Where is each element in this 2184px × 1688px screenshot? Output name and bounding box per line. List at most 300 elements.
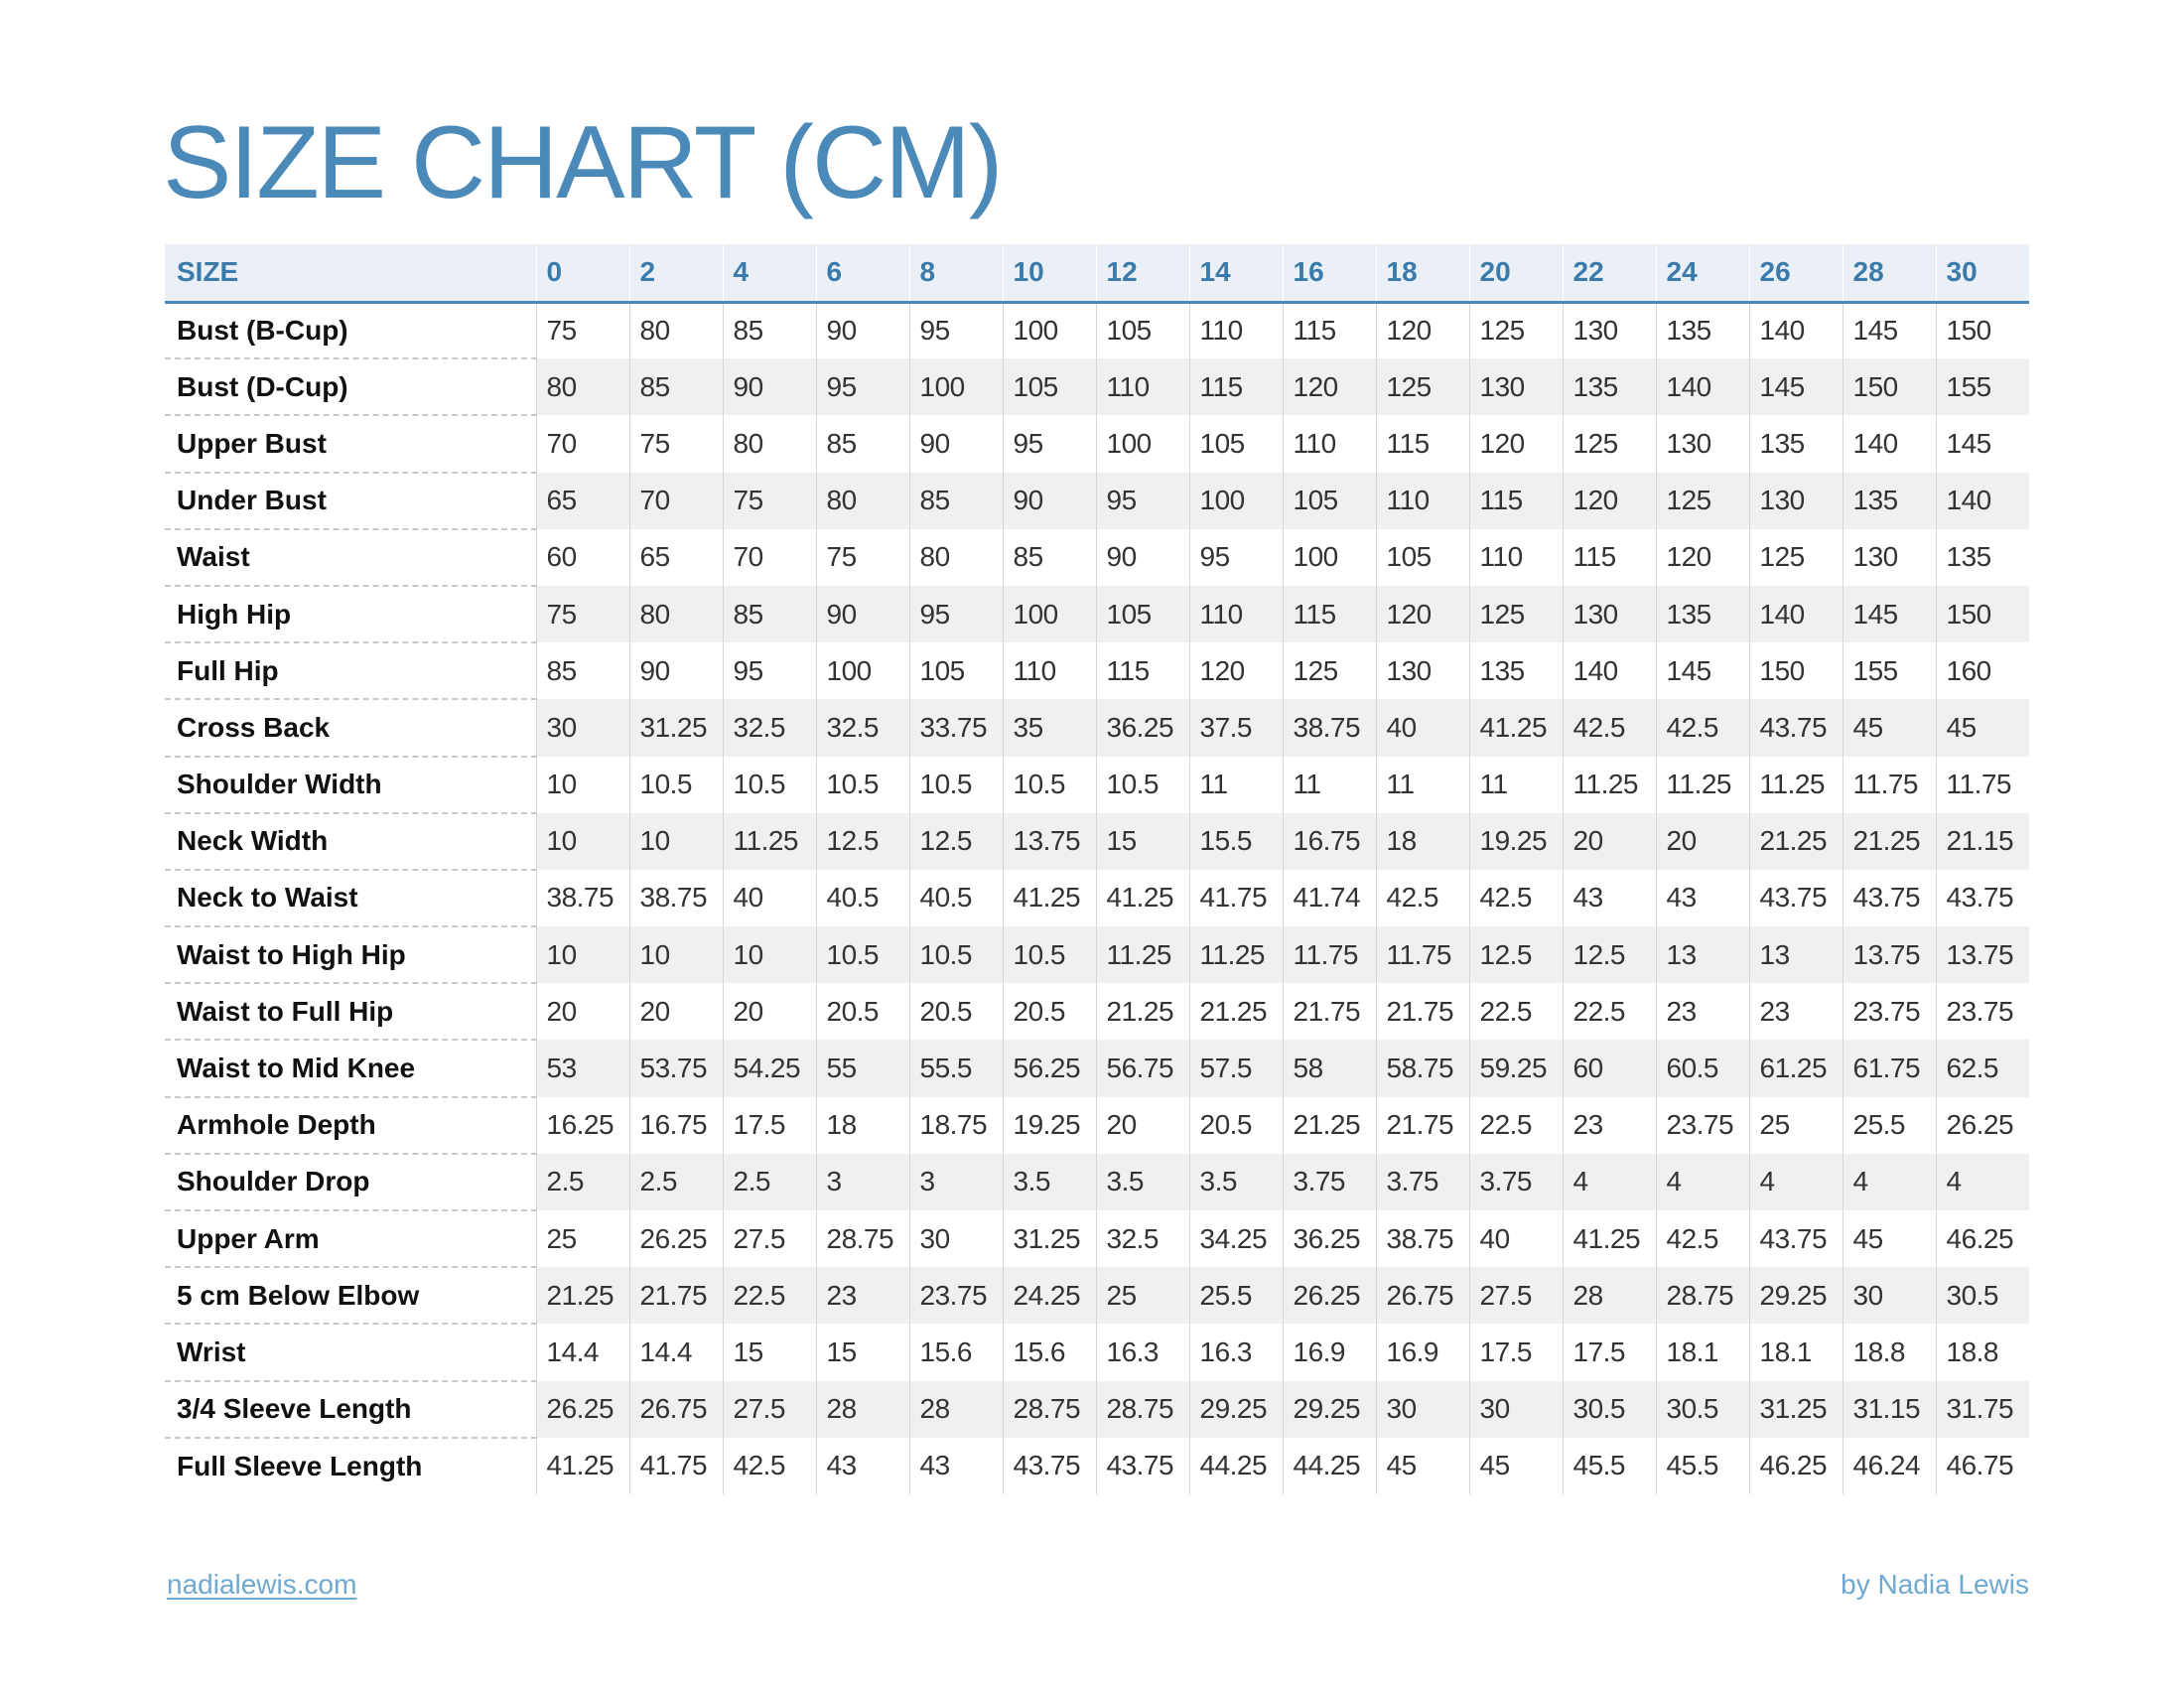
measurement-value: 110 <box>1189 586 1283 642</box>
measurement-value: 18 <box>816 1097 909 1154</box>
measurement-value: 11.25 <box>1749 757 1843 813</box>
measurement-value: 115 <box>1189 358 1283 415</box>
measurement-value: 155 <box>1843 642 1936 699</box>
header-row <box>165 244 2029 302</box>
measurement-value: 18.1 <box>1656 1324 1749 1380</box>
measurement-value: 56.75 <box>1096 1040 1189 1096</box>
measurement-value: 10.5 <box>629 757 723 813</box>
measurement-value: 95 <box>1003 415 1096 472</box>
measurement-value: 26.75 <box>629 1381 723 1438</box>
measurement-value: 11 <box>1376 757 1469 813</box>
measurement-value: 110 <box>1469 529 1563 586</box>
measurement-value: 30 <box>536 699 629 756</box>
measurement-value: 130 <box>1563 586 1656 642</box>
measurement-value: 120 <box>1283 358 1376 415</box>
measurement-value: 10 <box>536 757 629 813</box>
table-row <box>165 1097 2029 1154</box>
measurement-value: 20.5 <box>1003 983 1096 1040</box>
measurement-value: 32.5 <box>723 699 816 756</box>
measurement-value: 18.75 <box>909 1097 1003 1154</box>
measurement-value: 145 <box>1936 415 2029 472</box>
measurement-value: 125 <box>1563 415 1656 472</box>
measurement-value: 10.5 <box>1096 757 1189 813</box>
measurement-label: High Hip <box>165 586 536 642</box>
table-row <box>165 1267 2029 1324</box>
measurement-value: 11.75 <box>1283 926 1376 983</box>
measurement-value: 42.5 <box>1469 870 1563 926</box>
measurement-label: Shoulder Drop <box>165 1154 536 1210</box>
measurement-value: 56.25 <box>1003 1040 1096 1096</box>
measurement-value: 90 <box>723 358 816 415</box>
measurement-value: 80 <box>629 302 723 358</box>
measurement-label: Full Sleeve Length <box>177 1450 423 1481</box>
measurement-label: Bust (D-Cup) <box>165 358 536 415</box>
measurement-value: 105 <box>1096 586 1189 642</box>
measurement-label: Under Bust <box>165 473 536 529</box>
header-size-cell: 28 <box>1843 244 1936 302</box>
header-size-cell: 4 <box>723 244 816 302</box>
measurement-label: Full Hip <box>165 642 536 699</box>
measurement-value: 115 <box>1469 473 1563 529</box>
measurement-value: 120 <box>1563 473 1656 529</box>
measurement-value: 27.5 <box>1469 1267 1563 1324</box>
measurement-value: 115 <box>1283 302 1376 358</box>
measurement-value: 41.75 <box>629 1438 723 1494</box>
page-title: SIZE CHART (CM) <box>163 105 1002 220</box>
measurement-value: 13 <box>1749 926 1843 983</box>
measurement-value: 17.5 <box>1563 1324 1656 1380</box>
measurement-value: 43 <box>816 1438 909 1494</box>
measurement-value: 11 <box>1189 757 1283 813</box>
table-row <box>165 1210 2029 1267</box>
measurement-value: 90 <box>1096 529 1189 586</box>
measurement-value: 3 <box>909 1154 1003 1210</box>
measurement-value: 135 <box>1749 415 1843 472</box>
header-size-cell: 0 <box>536 244 629 302</box>
measurement-value: 20.5 <box>816 983 909 1040</box>
size-chart-table <box>165 244 2029 1494</box>
measurement-value: 45 <box>1469 1438 1563 1494</box>
measurement-value: 125 <box>1376 358 1469 415</box>
measurement-value: 90 <box>816 586 909 642</box>
measurement-value: 85 <box>816 415 909 472</box>
measurement-value: 150 <box>1749 642 1843 699</box>
measurement-value: 20 <box>1563 813 1656 870</box>
measurement-value: 21.25 <box>1283 1097 1376 1154</box>
footer-credit: by Nadia Lewis <box>1841 1569 2029 1600</box>
measurement-value: 24.25 <box>1003 1267 1096 1324</box>
measurement-value: 95 <box>1189 529 1283 586</box>
measurement-value: 125 <box>1469 302 1563 358</box>
measurement-value: 135 <box>1469 642 1563 699</box>
measurement-value: 150 <box>1936 586 2029 642</box>
table-row <box>165 813 2029 870</box>
table-row <box>165 586 2029 642</box>
measurement-value: 85 <box>629 358 723 415</box>
measurement-value: 38.75 <box>629 870 723 926</box>
measurement-value: 12.5 <box>1469 926 1563 983</box>
measurement-value: 40.5 <box>816 870 909 926</box>
measurement-value: 95 <box>816 358 909 415</box>
measurement-value: 110 <box>1189 302 1283 358</box>
measurement-value: 27.5 <box>723 1210 816 1267</box>
measurement-value: 4 <box>1936 1154 2029 1210</box>
measurement-label: 5 cm Below Elbow <box>165 1267 536 1324</box>
measurement-value: 54.25 <box>723 1040 816 1096</box>
measurement-value: 28.75 <box>816 1210 909 1267</box>
measurement-value: 70 <box>629 473 723 529</box>
measurement-value: 18.8 <box>1843 1324 1936 1380</box>
measurement-value: 3.5 <box>1189 1154 1283 1210</box>
measurement-value: 16.3 <box>1189 1324 1283 1380</box>
measurement-label: Upper Bust <box>165 415 536 472</box>
header-size-cell: 10 <box>1003 244 1096 302</box>
measurement-value: 140 <box>1656 358 1749 415</box>
measurement-value: 60.5 <box>1656 1040 1749 1096</box>
measurement-value: 130 <box>1749 473 1843 529</box>
measurement-value: 80 <box>816 473 909 529</box>
measurement-value: 10 <box>536 813 629 870</box>
measurement-value: 10 <box>723 926 816 983</box>
measurement-value: 140 <box>1843 415 1936 472</box>
measurement-value: 15 <box>816 1324 909 1380</box>
measurement-value: 75 <box>536 586 629 642</box>
measurement-value: 11.25 <box>1656 757 1749 813</box>
measurement-value: 43 <box>909 1438 1003 1494</box>
measurement-value: 21.25 <box>1189 983 1283 1040</box>
table-row <box>165 1154 2029 1210</box>
measurement-value: 20 <box>536 983 629 1040</box>
measurement-value: 42.5 <box>1376 870 1469 926</box>
measurement-value: 26.25 <box>629 1210 723 1267</box>
measurement-value: 27.5 <box>723 1381 816 1438</box>
measurement-value: 15.5 <box>1189 813 1283 870</box>
footer-website-link[interactable]: nadialewis.com <box>167 1569 357 1600</box>
measurement-label: Shoulder Width <box>165 757 536 813</box>
measurement-value: 100 <box>1189 473 1283 529</box>
measurement-value: 95 <box>909 586 1003 642</box>
measurement-value: 70 <box>723 529 816 586</box>
measurement-value: 32.5 <box>1096 1210 1189 1267</box>
measurement-value: 16.75 <box>629 1097 723 1154</box>
measurement-value: 11 <box>1283 757 1376 813</box>
measurement-value: 75 <box>816 529 909 586</box>
measurement-value: 105 <box>1376 529 1469 586</box>
table-row <box>165 757 2029 813</box>
measurement-value: 14.4 <box>536 1324 629 1380</box>
measurement-label: Armhole Depth <box>165 1097 536 1154</box>
measurement-value: 18.1 <box>1749 1324 1843 1380</box>
measurement-value: 22.5 <box>1469 1097 1563 1154</box>
measurement-value: 36.25 <box>1283 1210 1376 1267</box>
measurement-label: Waist <box>165 529 536 586</box>
measurement-value: 20 <box>1656 813 1749 870</box>
measurement-value: 100 <box>1096 415 1189 472</box>
measurement-label: Waist to High Hip <box>165 926 536 983</box>
measurement-value: 43.75 <box>1749 870 1843 926</box>
measurement-value: 25 <box>1749 1097 1843 1154</box>
measurement-value: 12.5 <box>1563 926 1656 983</box>
measurement-value: 31.25 <box>629 699 723 756</box>
table-row <box>165 870 2029 926</box>
measurement-value: 105 <box>1283 473 1376 529</box>
measurement-value: 41.74 <box>1283 870 1376 926</box>
table-row <box>165 358 2029 415</box>
measurement-value: 41.75 <box>1189 870 1283 926</box>
measurement-value: 120 <box>1189 642 1283 699</box>
measurement-label: Waist to Mid Knee <box>165 1040 536 1096</box>
measurement-value: 135 <box>1563 358 1656 415</box>
measurement-value: 115 <box>1563 529 1656 586</box>
measurement-value: 22.5 <box>723 1267 816 1324</box>
measurement-value: 15 <box>723 1324 816 1380</box>
measurement-value: 40.5 <box>909 870 1003 926</box>
measurement-value: 3.5 <box>1003 1154 1096 1210</box>
measurement-value: 43 <box>1563 870 1656 926</box>
measurement-value: 115 <box>1096 642 1189 699</box>
measurement-label: Wrist <box>165 1324 536 1380</box>
measurement-value: 80 <box>629 586 723 642</box>
measurement-value: 21.25 <box>1096 983 1189 1040</box>
measurement-value: 26.25 <box>1936 1097 2029 1154</box>
measurement-value: 25.5 <box>1843 1097 1936 1154</box>
measurement-value: 43.75 <box>1003 1438 1096 1494</box>
measurement-value: 135 <box>1656 586 1749 642</box>
measurement-value: 30.5 <box>1563 1381 1656 1438</box>
measurement-value: 38.75 <box>1283 699 1376 756</box>
table-row <box>165 926 2029 983</box>
measurement-value: 38.75 <box>536 870 629 926</box>
header-size-cell: 24 <box>1656 244 1749 302</box>
measurement-value: 62.5 <box>1936 1040 2029 1096</box>
measurement-value: 10.5 <box>816 926 909 983</box>
measurement-value: 15.6 <box>909 1324 1003 1380</box>
measurement-value: 145 <box>1749 358 1843 415</box>
measurement-value: 41.25 <box>1003 870 1096 926</box>
measurement-label: Waist to Full Hip <box>165 983 536 1040</box>
measurement-value: 160 <box>1936 642 2029 699</box>
measurement-value: 105 <box>909 642 1003 699</box>
measurement-value: 85 <box>536 642 629 699</box>
measurement-value: 3.75 <box>1469 1154 1563 1210</box>
measurement-value: 25 <box>1096 1267 1189 1324</box>
measurement-value: 21.25 <box>1843 813 1936 870</box>
header-size-cell: 2 <box>629 244 723 302</box>
measurement-value: 4 <box>1563 1154 1656 1210</box>
measurement-value: 59.25 <box>1469 1040 1563 1096</box>
measurement-value: 11.75 <box>1936 757 2029 813</box>
measurement-label: Upper Arm <box>165 1210 536 1267</box>
measurement-value: 23 <box>1749 983 1843 1040</box>
measurement-value: 61.25 <box>1749 1040 1843 1096</box>
measurement-value: 23 <box>1656 983 1749 1040</box>
measurement-value: 35 <box>1003 699 1096 756</box>
measurement-value: 100 <box>1283 529 1376 586</box>
measurement-value: 11.25 <box>1189 926 1283 983</box>
measurement-value: 46.75 <box>1936 1438 2029 1494</box>
measurement-value: 28.75 <box>1096 1381 1189 1438</box>
measurement-value: 85 <box>723 586 816 642</box>
measurement-value: 16.75 <box>1283 813 1376 870</box>
measurement-value: 65 <box>536 473 629 529</box>
header-size-cell: 6 <box>816 244 909 302</box>
measurement-value: 45 <box>1843 1210 1936 1267</box>
measurement-value: 140 <box>1749 302 1843 358</box>
measurement-value: 13 <box>1656 926 1749 983</box>
measurement-value: 150 <box>1843 358 1936 415</box>
table-row <box>165 642 2029 699</box>
measurement-value: 20 <box>1096 1097 1189 1154</box>
measurement-value: 120 <box>1656 529 1749 586</box>
measurement-value: 80 <box>909 529 1003 586</box>
measurement-value: 145 <box>1843 586 1936 642</box>
measurement-value: 17.5 <box>1469 1324 1563 1380</box>
measurement-value: 45.5 <box>1563 1438 1656 1494</box>
measurement-value: 155 <box>1936 358 2029 415</box>
table-row <box>165 1438 2029 1494</box>
table-row <box>165 1381 2029 1438</box>
measurement-value: 41.25 <box>536 1438 629 1494</box>
measurement-value: 44.25 <box>1283 1438 1376 1494</box>
measurement-value: 18.8 <box>1936 1324 2029 1380</box>
measurement-label: Neck to Waist <box>165 870 536 926</box>
measurement-value: 61.75 <box>1843 1040 1936 1096</box>
measurement-value: 38.75 <box>1376 1210 1469 1267</box>
measurement-value: 45.5 <box>1656 1438 1749 1494</box>
measurement-value: 11 <box>1469 757 1563 813</box>
measurement-value: 10.5 <box>909 757 1003 813</box>
measurement-value: 55 <box>816 1040 909 1096</box>
measurement-value: 100 <box>1003 586 1096 642</box>
measurement-value: 31.15 <box>1843 1381 1936 1438</box>
measurement-value: 20 <box>629 983 723 1040</box>
measurement-value: 125 <box>1656 473 1749 529</box>
measurement-value: 40 <box>1469 1210 1563 1267</box>
measurement-value: 46.25 <box>1936 1210 2029 1267</box>
measurement-value: 31.25 <box>1749 1381 1843 1438</box>
measurement-value: 85 <box>723 302 816 358</box>
measurement-value: 17.5 <box>723 1097 816 1154</box>
measurement-value: 60 <box>536 529 629 586</box>
measurement-value: 75 <box>723 473 816 529</box>
measurement-value: 120 <box>1469 415 1563 472</box>
measurement-value: 14.4 <box>629 1324 723 1380</box>
table-row <box>165 1040 2029 1096</box>
measurement-value: 42.5 <box>723 1438 816 1494</box>
measurement-value: 10.5 <box>723 757 816 813</box>
measurement-value: 10.5 <box>1003 757 1096 813</box>
measurement-value: 30 <box>1376 1381 1469 1438</box>
measurement-value: 43 <box>1656 870 1749 926</box>
measurement-value: 150 <box>1936 302 2029 358</box>
measurement-value: 42.5 <box>1656 699 1749 756</box>
measurement-value: 33.75 <box>909 699 1003 756</box>
measurement-value: 130 <box>1563 302 1656 358</box>
measurement-value: 130 <box>1656 415 1749 472</box>
table-row <box>165 473 2029 529</box>
measurement-value: 2.5 <box>536 1154 629 1210</box>
measurement-value: 95 <box>723 642 816 699</box>
table-row <box>165 699 2029 756</box>
measurement-value: 28 <box>816 1381 909 1438</box>
measurement-value: 145 <box>1656 642 1749 699</box>
header-size-cell: 20 <box>1469 244 1563 302</box>
measurement-value: 11.25 <box>723 813 816 870</box>
measurement-value: 90 <box>909 415 1003 472</box>
measurement-value: 32.5 <box>816 699 909 756</box>
table-row <box>165 983 2029 1040</box>
measurement-value: 130 <box>1469 358 1563 415</box>
measurement-value: 10.5 <box>1003 926 1096 983</box>
measurement-value: 41.25 <box>1563 1210 1656 1267</box>
measurement-value: 11.25 <box>1096 926 1189 983</box>
header-size-cell: 14 <box>1189 244 1283 302</box>
header-size-cell: 22 <box>1563 244 1656 302</box>
measurement-value: 4 <box>1656 1154 1749 1210</box>
measurement-value: 85 <box>1003 529 1096 586</box>
measurement-value: 19.25 <box>1003 1097 1096 1154</box>
measurement-value: 20.5 <box>909 983 1003 1040</box>
measurement-value: 125 <box>1469 586 1563 642</box>
measurement-value: 23 <box>1563 1097 1656 1154</box>
measurement-value: 125 <box>1749 529 1843 586</box>
measurement-value: 21.75 <box>1376 983 1469 1040</box>
measurement-value: 85 <box>909 473 1003 529</box>
measurement-value: 21.75 <box>1283 983 1376 1040</box>
measurement-value: 25.5 <box>1189 1267 1283 1324</box>
measurement-value: 115 <box>1376 415 1469 472</box>
measurement-value: 75 <box>629 415 723 472</box>
measurement-value: 80 <box>536 358 629 415</box>
measurement-value: 110 <box>1376 473 1469 529</box>
measurement-value: 20.5 <box>1189 1097 1283 1154</box>
measurement-value: 31.75 <box>1936 1381 2029 1438</box>
measurement-value: 105 <box>1003 358 1096 415</box>
measurement-value: 30 <box>1843 1267 1936 1324</box>
measurement-value: 12.5 <box>909 813 1003 870</box>
measurement-value: 95 <box>1096 473 1189 529</box>
measurement-value: 3 <box>816 1154 909 1210</box>
measurement-value: 3.5 <box>1096 1154 1189 1210</box>
measurement-value: 55.5 <box>909 1040 1003 1096</box>
measurement-value: 90 <box>1003 473 1096 529</box>
measurement-value: 60 <box>1563 1040 1656 1096</box>
measurement-value: 105 <box>1189 415 1283 472</box>
measurement-value: 90 <box>629 642 723 699</box>
measurement-value: 16.9 <box>1283 1324 1376 1380</box>
measurement-value: 30 <box>1469 1381 1563 1438</box>
measurement-value: 28 <box>1563 1267 1656 1324</box>
table-row <box>165 529 2029 586</box>
measurement-value: 11.75 <box>1376 926 1469 983</box>
measurement-value: 11.25 <box>1563 757 1656 813</box>
measurement-value: 57.5 <box>1189 1040 1283 1096</box>
measurement-value: 23.75 <box>1843 983 1936 1040</box>
measurement-value: 130 <box>1843 529 1936 586</box>
measurement-value: 2.5 <box>629 1154 723 1210</box>
measurement-value: 58 <box>1283 1040 1376 1096</box>
measurement-value: 135 <box>1843 473 1936 529</box>
measurement-value: 135 <box>1936 529 2029 586</box>
header-size-cell: 30 <box>1936 244 2029 302</box>
measurement-value: 110 <box>1003 642 1096 699</box>
measurement-value: 100 <box>1003 302 1096 358</box>
measurement-value: 23.75 <box>909 1267 1003 1324</box>
measurement-value: 46.24 <box>1843 1438 1936 1494</box>
measurement-value: 100 <box>816 642 909 699</box>
measurement-value: 13.75 <box>1843 926 1936 983</box>
measurement-value: 135 <box>1656 302 1749 358</box>
